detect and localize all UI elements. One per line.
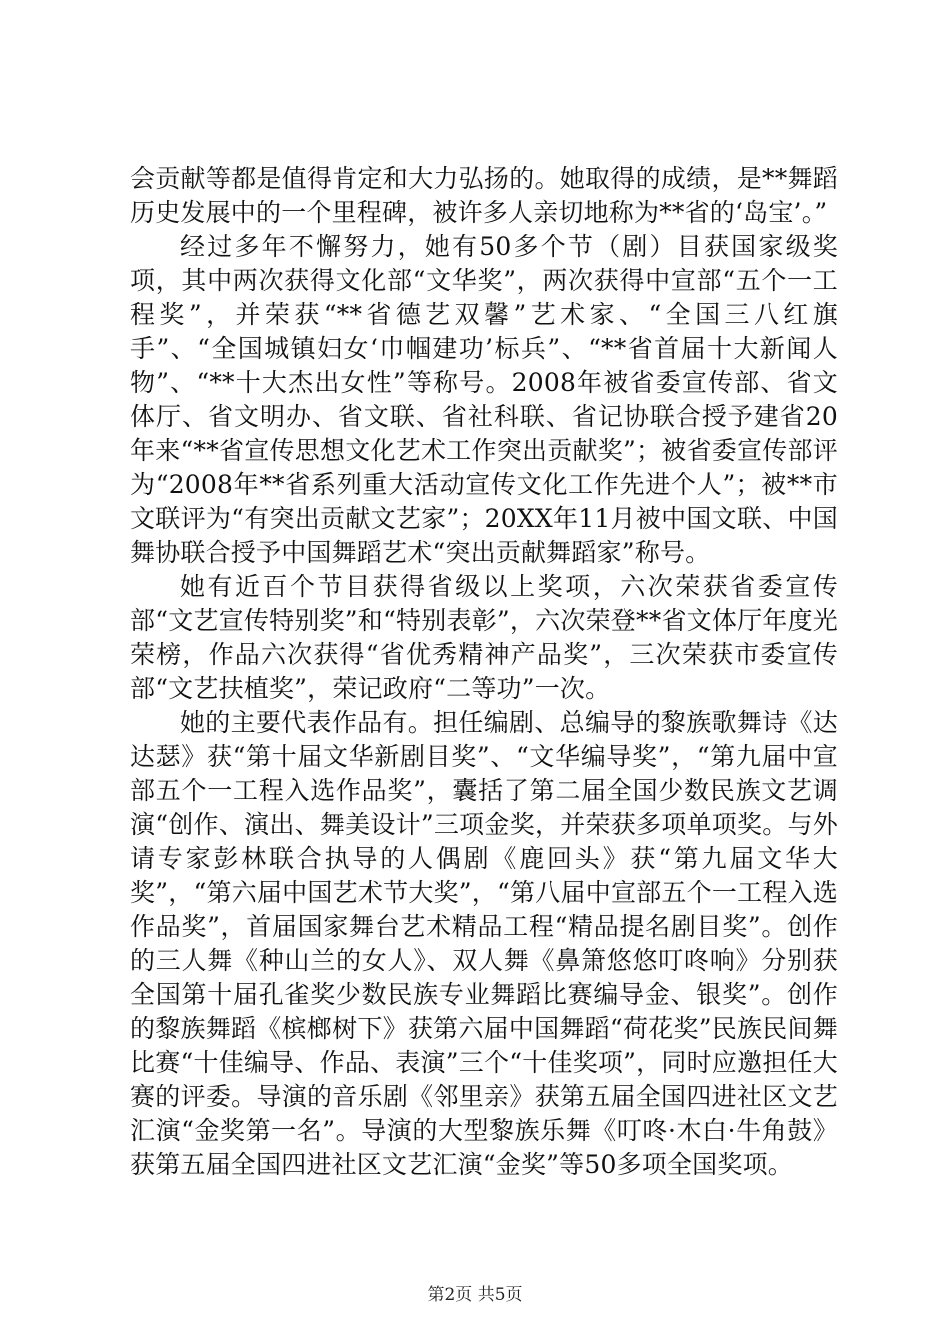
document-body xyxy=(130,162,838,1182)
paragraph-provincial-awards: 她有近百个节目获得省级以上奖项，六次荣获省委宣传部“文艺宣传特别奖”和“特别表彰”，六次荣登**省文体厅年度光荣榜，作品六次获得“省优秀精神产品奖”，三次荣获市委宣传部“文艺扶植奖”，荣记政府“二等功”一次。 xyxy=(130,572,838,703)
page-footer: 第2页 共5页 xyxy=(427,1285,523,1305)
paragraph-representative-works: 她的主要代表作品有。担任编剧、总编导的黎族歌舞诗《达达瑟》获“第十届文华新剧目奖”、“文华编导奖”，“第九届中宣部五个一工程入选作品奖”，囊括了第二届全国少数民族文艺调演“创作、演出、舞美设计”三项金奖，并荣获多项单项奖。与外请专家彭林联合执导的人偶剧《鹿回头》获“第九届文华大奖”，“第六届中国艺术节大奖”，“第八届中宣部五个一工程入选作品奖”，首届国家舞台艺术精品工程“精品提名剧目奖”。创作的三人舞《种山兰的女人》、双人舞《鼻箫悠悠叮咚响》分别获全国第十届孔雀奖少数民族专业舞蹈比赛编导金、银奖”。创作的黎族舞蹈《槟榔树下》获第六届中国舞蹈“荷花奖”民族民间舞比赛“十佳编导、作品、表演”三个“十佳奖项”，同时应邀担任大赛的评委。导演的音乐剧《邻里亲》获第五届全国四进社区文艺汇演“金奖第一名”。导演的大型黎族乐舞《叮咚·木白·牛角鼓》获第五届全国四进社区文艺汇演“金奖”等50多项全国奖项。 xyxy=(130,708,838,1179)
paragraph-continuation: 会贡献等都是值得肯定和大力弘扬的。她取得的成绩，是**舞蹈历史发展中的一个里程碑，被许多人亲切地称为**省的‘岛宝’。” xyxy=(130,164,838,227)
paragraph-national-awards: 经过多年不懈努力，她有50多个节（剧）目获国家级奖项，其中两次获得文化部“文华奖”，两次获得中宣部“五个一工程奖”，并荣获“**省德艺双馨”艺术家、“全国三八红旗手”、“全国城镇妇女‘巾帼建功’标兵”、“**省首届十大新闻人物”、“**十大杰出女性”等称号。2008年被省委宣传部、省文体厅、省文明办、省文联、省社科联、省记协联合授予建省20年来“**省宣传思想文化艺术工作突出贡献奖”；被省委宣传部评为“2008年**省系列重大活动宣传文化工作先进个人”；被**市文联评为“有突出贡献文艺家”；20XX年11月被中国文联、中国舞协联合授予中国舞蹈艺术“突出贡献舞蹈家”称号。 xyxy=(130,232,838,567)
